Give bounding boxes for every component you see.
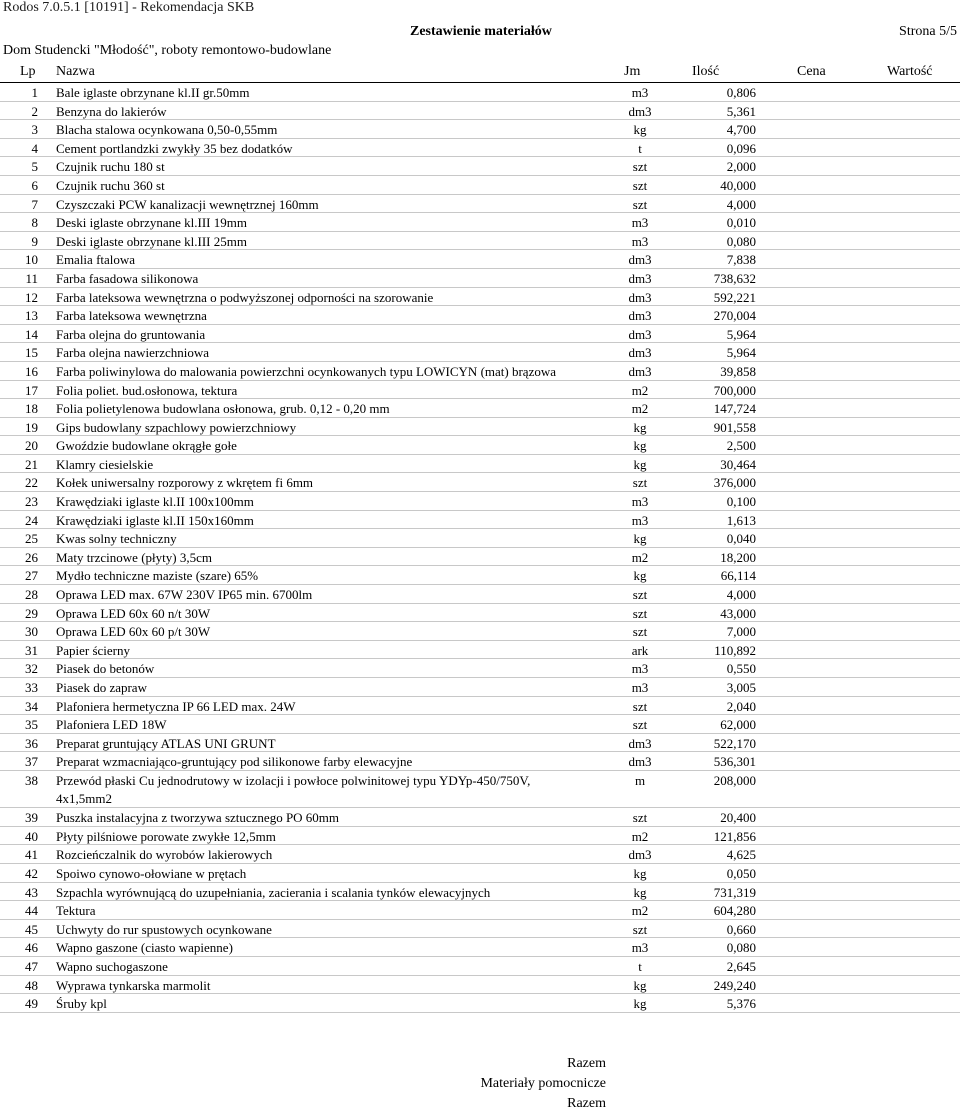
row-lp: 4 (31, 140, 38, 156)
row-lp: 27 (25, 568, 38, 584)
row-jm: m (634, 772, 646, 788)
table-row (0, 492, 960, 511)
table-row (0, 957, 960, 976)
table-row (0, 659, 960, 678)
row-qty: 604,280 (713, 903, 756, 919)
row-lp: 25 (25, 531, 38, 547)
table-row (0, 381, 960, 400)
row-name: Bale iglaste obrzynane kl.II gr.50mm (56, 85, 250, 100)
row-qty: 3,005 (726, 680, 756, 695)
table-row (0, 325, 960, 344)
header-name: Nazwa (56, 64, 95, 79)
row-lp: 40 (25, 828, 38, 844)
row-qty: 208,000 (713, 772, 756, 788)
row-qty: 147,724 (713, 401, 756, 417)
row-jm: dm3 (628, 252, 652, 268)
row-jm: dm3 (628, 735, 652, 751)
row-jm: m3 (631, 233, 649, 249)
row-jm: t (638, 140, 642, 156)
table-row (0, 213, 960, 232)
row-jm: szt (632, 196, 648, 212)
header-lp: Lp (20, 64, 36, 79)
row-qty: 20,400 (720, 810, 756, 826)
row-name: Czujnik ruchu 360 st (56, 177, 165, 193)
row-name: Tektura (56, 903, 96, 919)
row-lp: 7 (31, 196, 38, 212)
table-row (0, 734, 960, 753)
table-row (0, 976, 960, 995)
table-row (0, 418, 960, 437)
row-jm: szt (632, 698, 648, 714)
row-qty: 4,700 (726, 122, 756, 138)
row-jm: kg (633, 122, 647, 138)
row-name: Krawędziaki iglaste kl.II 100x100mm (56, 494, 254, 510)
row-qty: 0,096 (726, 140, 756, 156)
table-row (0, 436, 960, 455)
row-jm: szt (632, 624, 648, 640)
row-qty: 522,170 (713, 735, 756, 751)
row-qty: 110,892 (714, 642, 756, 658)
row-qty: 2,500 (726, 438, 756, 454)
row-qty: 4,625 (726, 847, 756, 863)
row-qty: 700,000 (713, 382, 756, 398)
row-name: Szpachla wyrównującą do uzupełniania, zacierania i scalania tynków elewacyjnych (56, 884, 491, 900)
row-lp: 21 (25, 456, 38, 472)
row-name: Farba fasadowa silikonowa (56, 270, 199, 286)
row-qty: 4,000 (726, 196, 756, 212)
row-qty: 249,240 (713, 977, 756, 993)
table-row (0, 845, 960, 864)
row-jm: m3 (631, 512, 649, 528)
table-row (0, 102, 960, 121)
row-name: Klamry ciesielskie (56, 456, 154, 472)
row-lp: 26 (25, 549, 38, 565)
row-jm: m3 (631, 680, 649, 695)
row-lp: 41 (25, 847, 38, 863)
row-lp: 47 (25, 958, 38, 974)
row-jm: kg (633, 996, 647, 1012)
row-jm: dm3 (628, 847, 652, 863)
table-row (0, 157, 960, 176)
page-number: Strona 5/5 (899, 24, 957, 39)
row-qty: 0,080 (726, 233, 756, 249)
table-row (0, 938, 960, 957)
row-lp: 28 (25, 587, 38, 603)
row-name: Kwas solny techniczny (56, 531, 177, 547)
row-qty: 592,221 (713, 289, 756, 305)
table-row (0, 548, 960, 567)
row-lp: 19 (25, 419, 38, 435)
row-jm: dm3 (628, 754, 652, 770)
row-jm: dm3 (628, 308, 652, 324)
table-row (0, 139, 960, 158)
row-jm: dm3 (628, 289, 652, 305)
table-row (0, 678, 960, 697)
row-jm: szt (632, 717, 648, 733)
row-lp: 29 (25, 605, 38, 621)
row-jm: m2 (631, 401, 649, 417)
row-qty: 738,632 (713, 270, 756, 286)
row-lp: 12 (25, 289, 38, 305)
row-lp: 16 (25, 363, 38, 379)
table-row (0, 864, 960, 883)
row-name: Gips budowlany szpachlowy powierzchniowy (56, 419, 297, 435)
row-name: Oprawa LED 60x 60 n/t 30W (56, 605, 211, 621)
table-row (0, 455, 960, 474)
row-name: Deski iglaste obrzynane kl.III 25mm (56, 233, 247, 249)
row-name: Wapno gaszone (ciasto wapienne) (56, 940, 233, 956)
row-lp: 23 (25, 494, 38, 510)
row-qty: 7,000 (726, 624, 756, 640)
row-lp: 45 (25, 921, 38, 937)
row-lp: 1 (31, 85, 38, 100)
row-name: Blacha stalowa ocynkowana 0,50-0,55mm (56, 122, 278, 138)
row-qty: 5,964 (726, 345, 756, 361)
row-lp: 36 (25, 735, 38, 751)
row-name: Oprawa LED 60x 60 p/t 30W (56, 624, 211, 640)
row-name: Piasek do zapraw (56, 680, 147, 695)
table-row (0, 306, 960, 325)
row-lp: 30 (25, 624, 38, 640)
row-lp: 46 (25, 940, 38, 956)
row-jm: m3 (631, 215, 649, 231)
table-row (0, 195, 960, 214)
row-lp: 43 (25, 884, 38, 900)
row-name: Puszka instalacyjna z tworzywa sztucznego PO 60mm (56, 810, 340, 826)
row-name: Płyty pilśniowe porowate zwykłe 12,5mm (56, 828, 276, 844)
row-qty: 5,964 (726, 326, 756, 342)
row-lp: 6 (31, 177, 38, 193)
row-jm: dm3 (628, 363, 652, 379)
row-lp: 17 (25, 382, 38, 398)
row-jm: m2 (631, 382, 649, 398)
row-qty: 0,660 (726, 921, 756, 937)
row-jm: szt (632, 605, 648, 621)
row-name: Spoiwo cynowo-ołowiane w prętach (56, 865, 247, 881)
table-row (0, 120, 960, 139)
table-row (0, 808, 960, 827)
row-name: Farba poliwinylowa do malowania powierzchni ocynkowanych typu LOWICYN (mat) brązowa (56, 363, 556, 379)
row-name: Rozcieńczalnik do wyrobów lakierowych (56, 847, 273, 863)
row-name: Farba olejna do gruntowania (56, 326, 206, 342)
row-jm: kg (633, 438, 647, 454)
row-lp: 37 (25, 754, 38, 770)
row-lp: 9 (31, 233, 38, 249)
row-lp: 5 (31, 159, 38, 175)
table-row (0, 399, 960, 418)
row-jm: m3 (631, 940, 649, 956)
table-row (0, 994, 960, 1013)
row-jm: t (638, 958, 642, 974)
row-qty: 66,114 (720, 568, 756, 584)
row-name: Maty trzcinowe (płyty) 3,5cm (56, 549, 212, 565)
table-row (0, 585, 960, 604)
row-jm: m2 (631, 828, 649, 844)
header-value: Wartość (887, 64, 933, 79)
table-row (0, 697, 960, 716)
row-name: Czujnik ruchu 180 st (56, 159, 165, 175)
row-jm: szt (632, 177, 648, 193)
row-lp: 42 (25, 865, 38, 881)
table-row (0, 343, 960, 362)
header-qty: Ilość (692, 64, 720, 79)
row-lp: 33 (25, 680, 38, 695)
row-qty: 270,004 (713, 308, 756, 324)
row-name: Preparat gruntujący ATLAS UNI GRUNT (56, 735, 276, 751)
row-qty: 40,000 (720, 177, 756, 193)
row-jm: m3 (631, 661, 649, 677)
row-jm: szt (632, 587, 648, 603)
row-name: Benzyna do lakierów (56, 103, 167, 119)
table-row (0, 641, 960, 660)
row-name: Emalia ftalowa (56, 252, 136, 268)
table-header (0, 62, 960, 83)
row-name: Oprawa LED max. 67W 230V IP65 min. 6700lm (56, 587, 313, 603)
auxiliary-materials-label: Materiały pomocnicze (480, 1076, 606, 1091)
row-qty: 376,000 (713, 475, 756, 491)
table-row (0, 176, 960, 195)
table-row (0, 566, 960, 585)
row-qty: 0,806 (726, 85, 756, 100)
row-qty: 1,613 (726, 512, 756, 528)
row-lp: 49 (25, 996, 38, 1012)
row-name: Wapno suchogaszone (56, 958, 168, 974)
table-row (0, 269, 960, 288)
row-lp: 13 (25, 308, 38, 324)
row-jm: m3 (631, 494, 649, 510)
row-lp: 18 (25, 401, 38, 417)
row-jm: m2 (631, 903, 649, 919)
total-label: Razem (567, 1056, 606, 1071)
row-name: Wyprawa tynkarska marmolit (56, 977, 211, 993)
row-qty: 901,558 (713, 419, 756, 435)
row-qty: 39,858 (720, 363, 756, 379)
app-title: Rodos 7.0.5.1 [10191] - Rekomendacja SKB (3, 0, 255, 15)
row-jm: szt (632, 159, 648, 175)
table-row (0, 511, 960, 530)
table-row (0, 901, 960, 920)
row-name: Krawędziaki iglaste kl.II 150x160mm (56, 512, 254, 528)
document-title: Zestawienie materiałów (410, 24, 552, 39)
row-jm: dm3 (628, 345, 652, 361)
row-jm: dm3 (628, 103, 652, 119)
row-name-continued: 4x1,5mm2 (56, 790, 112, 806)
row-name: Śruby kpl (56, 996, 107, 1012)
row-qty: 43,000 (720, 605, 756, 621)
row-jm: szt (632, 921, 648, 937)
row-qty: 731,319 (713, 884, 756, 900)
row-qty: 5,376 (726, 996, 756, 1012)
row-lp: 24 (25, 512, 38, 528)
row-name: Preparat wzmacniająco-gruntujący pod silikonowe farby elewacyjne (56, 754, 413, 770)
table-row (0, 362, 960, 381)
row-name: Plafoniera hermetyczna IP 66 LED max. 24W (56, 698, 296, 714)
row-jm: kg (633, 977, 647, 993)
table-row (0, 288, 960, 307)
row-jm: kg (633, 419, 647, 435)
total-label-2: Razem (567, 1096, 606, 1111)
row-name: Farba olejna nawierzchniowa (56, 345, 210, 361)
table-row (0, 250, 960, 269)
row-jm: m2 (631, 549, 649, 565)
row-jm: dm3 (628, 326, 652, 342)
table-row (0, 920, 960, 939)
row-jm: kg (633, 884, 647, 900)
row-lp: 11 (25, 270, 38, 286)
row-name: Gwoździe budowlane okrągłe gołe (56, 438, 237, 454)
row-qty: 2,000 (726, 159, 756, 175)
row-qty: 0,100 (726, 494, 756, 510)
row-name: Deski iglaste obrzynane kl.III 19mm (56, 215, 247, 231)
row-qty: 121,856 (713, 828, 756, 844)
row-name: Plafoniera LED 18W (56, 717, 167, 733)
row-qty: 62,000 (720, 717, 756, 733)
row-qty: 0,550 (726, 661, 756, 677)
table-row (0, 827, 960, 846)
row-qty: 0,050 (726, 865, 756, 881)
row-name: Farba lateksowa wewnętrzna o podwyższonej odporności na szorowanie (56, 289, 434, 305)
table-row (0, 604, 960, 623)
row-lp: 31 (25, 642, 38, 658)
table-row (0, 83, 960, 102)
row-qty: 2,040 (726, 698, 756, 714)
table-row (0, 883, 960, 902)
row-lp: 8 (31, 215, 38, 231)
row-jm: kg (633, 865, 647, 881)
row-qty: 4,000 (726, 587, 756, 603)
row-qty: 5,361 (726, 103, 756, 119)
row-lp: 10 (25, 252, 38, 268)
table-row (0, 771, 960, 808)
row-name: Kołek uniwersalny rozporowy z wkrętem fi 6mm (56, 475, 314, 491)
table-row (0, 715, 960, 734)
row-lp: 34 (25, 698, 38, 714)
header-jm: Jm (624, 64, 641, 79)
row-name: Papier ścierny (56, 642, 131, 658)
row-qty: 18,200 (720, 549, 756, 565)
row-lp: 15 (25, 345, 38, 361)
table-row (0, 529, 960, 548)
row-jm: szt (632, 475, 648, 491)
row-name: Cement portlandzki zwykły 35 bez dodatków (56, 140, 293, 156)
row-lp: 44 (25, 903, 38, 919)
table-row (0, 473, 960, 492)
row-lp: 35 (25, 717, 38, 733)
row-lp: 22 (25, 475, 38, 491)
row-lp: 20 (25, 438, 38, 454)
row-name: Folia poliet. bud.osłonowa, tektura (56, 382, 238, 398)
header-price: Cena (797, 64, 826, 79)
row-jm: kg (633, 456, 647, 472)
row-qty: 2,645 (726, 958, 756, 974)
row-jm: kg (633, 568, 647, 584)
row-name: Mydło techniczne maziste (szare) 65% (56, 568, 259, 584)
row-lp: 39 (25, 810, 38, 826)
row-name: Uchwyty do rur spustowych ocynkowane (56, 921, 272, 937)
row-name: Folia polietylenowa budowlana osłonowa, grub. 0,12 - 0,20 mm (56, 401, 390, 417)
row-qty: 0,040 (726, 531, 756, 547)
row-lp: 38 (25, 772, 38, 788)
row-name: Czyszczaki PCW kanalizacji wewnętrznej 160mm (56, 196, 319, 212)
row-qty: 30,464 (720, 456, 756, 472)
row-jm: szt (632, 810, 648, 826)
row-name: Przewód płaski Cu jednodrutowy w izolacji i powłoce polwinitowej typu YDYp-450/750V, (56, 772, 531, 788)
row-qty: 0,080 (726, 940, 756, 956)
row-qty: 536,301 (713, 754, 756, 770)
row-jm: ark (631, 642, 649, 658)
row-lp: 48 (25, 977, 38, 993)
row-lp: 3 (31, 122, 38, 138)
row-qty: 0,010 (726, 215, 756, 231)
row-name: Farba lateksowa wewnętrzna (56, 308, 207, 324)
row-qty: 7,838 (726, 252, 756, 268)
row-name: Piasek do betonów (56, 661, 155, 677)
table-row (0, 622, 960, 641)
materials-table (0, 83, 960, 1013)
row-jm: kg (633, 531, 647, 547)
row-lp: 32 (25, 661, 38, 677)
table-row (0, 752, 960, 771)
table-row (0, 232, 960, 251)
row-jm: m3 (631, 85, 649, 100)
row-jm: dm3 (628, 270, 652, 286)
project-name: Dom Studencki "Młodość", roboty remontowo-budowlane (3, 43, 332, 58)
row-lp: 2 (31, 103, 38, 119)
row-lp: 14 (25, 326, 38, 342)
